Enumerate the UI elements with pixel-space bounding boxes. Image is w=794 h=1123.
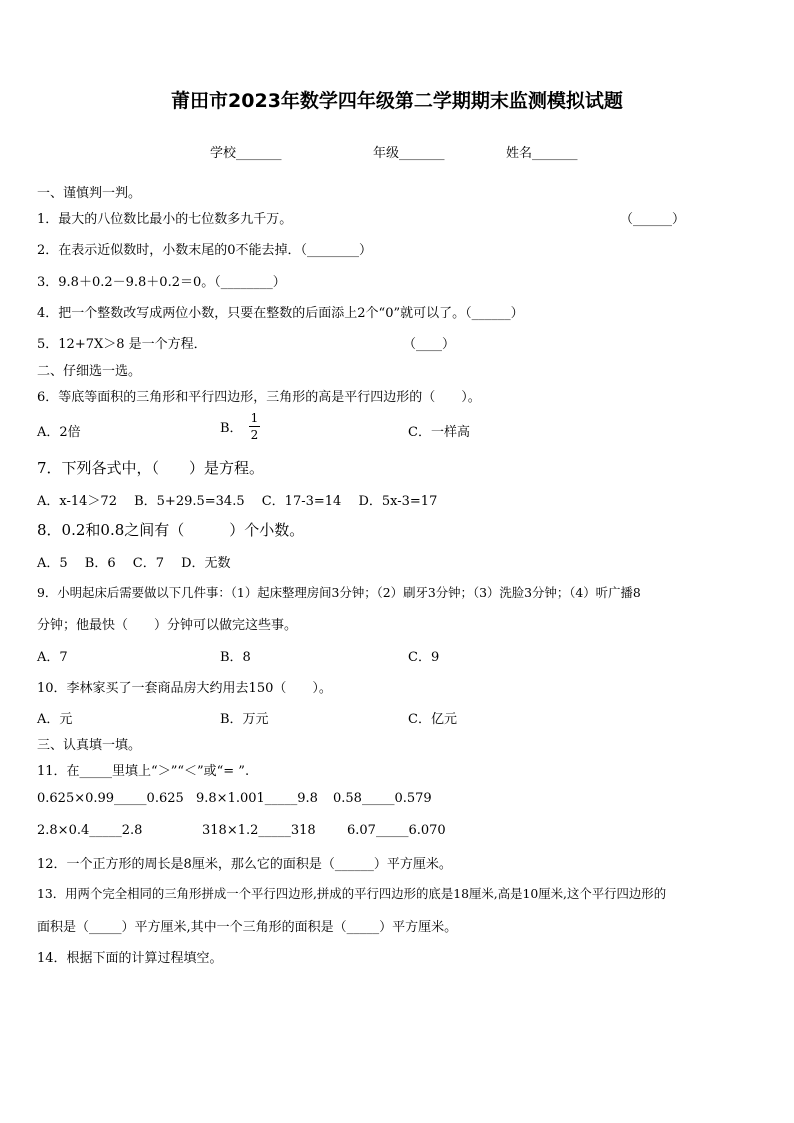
question-7: 7．下列各式中，（ ）是方程。: [37, 459, 265, 477]
question-13-line2: 面积是（_____）平方厘米,其中一个三角形的面积是（_____）平方厘米。: [37, 920, 458, 935]
question-1: 1．最大的八位数比最小的七位数多九千万。: [37, 212, 293, 227]
option-6b[interactable]: [220, 412, 260, 441]
option-10c[interactable]: C．亿元: [408, 712, 457, 727]
compare-item[interactable]: 2.8×0.4_____2.8: [37, 823, 143, 838]
option-9c[interactable]: C．9: [408, 650, 440, 665]
question-13-line1: 13．用两个完全相同的三角形拼成一个平行四边形,拼成的平行四边形的底是18厘米,高是10厘米,这个平行四边形的: [37, 886, 667, 901]
compare-item[interactable]: 0.625×0.99_____0.625: [37, 791, 184, 806]
section-heading-3: 三、认真填一填。: [37, 738, 142, 753]
question-2: 2．在表示近似数时，小数末尾的0不能去掉．（________）: [37, 243, 373, 258]
compare-item[interactable]: 0.58_____0.579: [333, 791, 432, 806]
question-6: 6．等底等面积的三角形和平行四边形，三角形的高是平行四边形的（ ）。: [37, 390, 481, 405]
question-9-line2: 分钟；他最快（ ）分钟可以做完这些事。: [37, 618, 298, 633]
page-title: 莆田市2023年数学四年级第二学期期末监测模拟试题: [171, 90, 623, 112]
question-14: 14．根据下面的计算过程填空。: [37, 951, 223, 966]
compare-item[interactable]: 9.8×1.001_____9.8: [196, 791, 318, 806]
option-6a[interactable]: A．2倍: [37, 425, 81, 440]
option-9a[interactable]: A．7: [37, 650, 68, 665]
option-6b-label: B．: [220, 421, 243, 436]
question-12: 12．一个正方形的周长是8厘米，那么它的面积是（______）平方厘米。: [37, 857, 452, 872]
grade-field[interactable]: 年级_______: [373, 146, 445, 161]
question-4: 4．把一个整数改写成两位小数，只要在整数的后面添上2个“0”就可以了。（______）: [37, 306, 524, 321]
question-8: 8．0.2和0.8之间有（ ）个小数。: [37, 521, 305, 539]
fraction-one-half: [249, 412, 261, 441]
options-7[interactable]: A．x-14＞72 B．5+29.5=34.5 C．17-3=14 D．5x-3=17: [37, 494, 438, 509]
compare-item[interactable]: 6.07_____6.070: [347, 823, 446, 838]
school-field[interactable]: 学校_______: [210, 146, 282, 161]
fraction-numerator: 1: [250, 411, 259, 425]
option-9b[interactable]: B．8: [220, 650, 251, 665]
question-10: 10．李林家买了一套商品房大约用去150（ ）。: [37, 681, 332, 696]
question-5: 5．12+7X＞8 是一个方程．: [37, 337, 207, 352]
question-3: 3．9.8＋0.2－9.8＋0.2＝0。（________）: [37, 275, 286, 290]
compare-item[interactable]: 318×1.2_____318: [202, 823, 316, 838]
option-10a[interactable]: A．元: [37, 712, 73, 727]
question-9-line1: 9．小明起床后需要做以下几件事：（1）起床整理房间3分钟；（2）刷牙3分钟；（3）洗脸3分钟；（4）听广播8: [37, 585, 641, 600]
option-10b[interactable]: B．万元: [220, 712, 269, 727]
option-6c[interactable]: C．一样高: [408, 425, 470, 440]
answer-blank-1[interactable]: （______）: [620, 212, 686, 227]
answer-blank-5[interactable]: （____）: [403, 337, 456, 352]
question-11: 11．在_____里填上“＞”“＜”或“= ”.: [37, 764, 250, 779]
name-field[interactable]: 姓名_______: [506, 146, 578, 161]
options-8[interactable]: A．5 B．6 C．7 D．无数: [37, 556, 231, 571]
section-heading-1: 一、谨慎判一判。: [37, 186, 142, 201]
section-heading-2: 二、仔细选一选。: [37, 364, 142, 379]
fraction-denominator: 2: [250, 428, 259, 442]
